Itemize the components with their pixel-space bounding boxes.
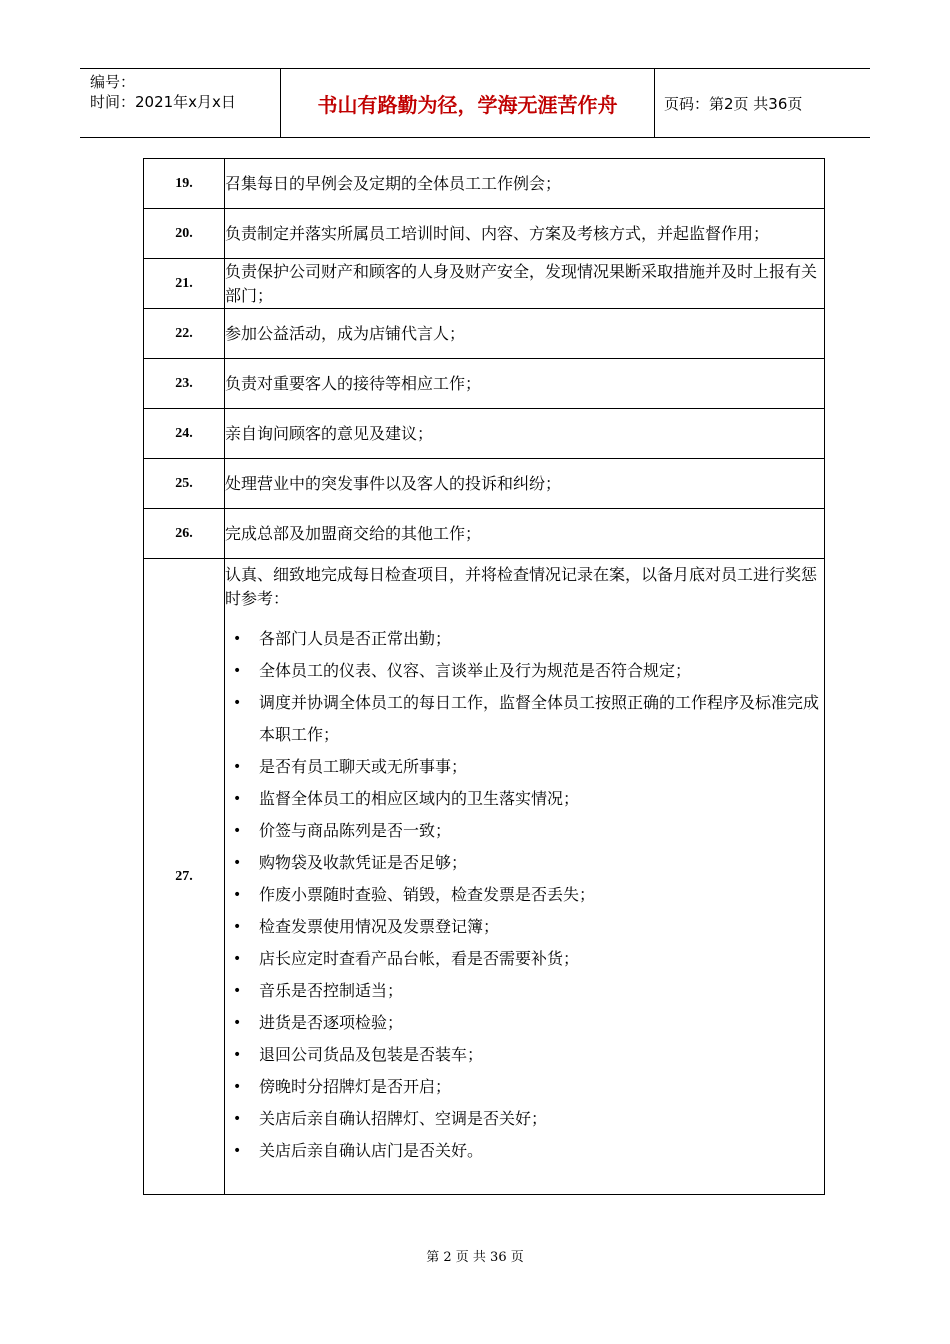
bullet-icon: • xyxy=(233,1143,242,1159)
bullet-icon: • xyxy=(233,663,242,679)
row-text: 亲自询问顾客的意见及建议； xyxy=(225,409,825,459)
checklist-item xyxy=(225,1135,824,1167)
table-row xyxy=(144,409,825,459)
checklist-item xyxy=(225,1071,824,1103)
checklist-item-text: 进货是否逐项检验； xyxy=(259,1013,404,1032)
bullet-icon: • xyxy=(233,951,242,967)
duties-table-body xyxy=(144,159,825,1195)
row-number: 27. xyxy=(144,559,225,1195)
checklist-item-text: 全体员工的仪表、仪容、言谈举止及行为规范是否符合规定； xyxy=(259,661,692,680)
header-page-info: 页码：第2页 共36页 xyxy=(664,94,803,113)
checklist-item xyxy=(225,975,824,1007)
bullet-icon: • xyxy=(233,1079,242,1095)
table-row xyxy=(144,209,825,259)
table-row xyxy=(144,159,825,209)
bullet-icon: • xyxy=(233,823,242,839)
row-text: 参加公益活动，成为店铺代言人； xyxy=(225,309,825,359)
bullet-icon: • xyxy=(233,631,242,647)
bullet-icon: • xyxy=(233,919,242,935)
bullet-icon: • xyxy=(233,1015,242,1031)
bullet-icon: • xyxy=(233,791,242,807)
row-text: 完成总部及加盟商交给的其他工作； xyxy=(225,509,825,559)
row-text: 负责对重要客人的接待等相应工作； xyxy=(225,359,825,409)
checklist-item xyxy=(225,943,824,975)
bullet-icon: • xyxy=(233,1111,242,1127)
row-text: 处理营业中的突发事件以及客人的投诉和纠纷； xyxy=(225,459,825,509)
table-row xyxy=(144,459,825,509)
page-footer: 第 2 页 共 36 页 xyxy=(426,1250,524,1265)
checklist-item xyxy=(225,751,824,783)
checklist-item-text: 关店后亲自确认招牌灯、空调是否关好； xyxy=(259,1109,548,1128)
bullet-icon: • xyxy=(233,1047,242,1063)
checklist-item-text: 各部门人员是否正常出勤； xyxy=(259,629,452,648)
table-row xyxy=(144,259,825,309)
table-row xyxy=(144,309,825,359)
table-row-checklist xyxy=(144,559,825,1195)
checklist-intro: 认真、细致地完成每日检查项目，并将检查情况记录在案，以备月底对员工进行奖惩时参考： xyxy=(225,565,818,608)
checklist-item-text: 购物袋及收款凭证是否足够； xyxy=(259,853,468,872)
header-info-cell xyxy=(80,69,281,137)
checklist-item xyxy=(225,783,824,815)
row-number: 25. xyxy=(144,459,225,509)
row-number: 20. xyxy=(144,209,225,259)
checklist-cell xyxy=(225,559,825,1195)
checklist-item xyxy=(225,911,824,943)
checklist-item xyxy=(225,1039,824,1071)
bullet-icon: • xyxy=(233,855,242,871)
checklist-item-text: 关店后亲自确认店门是否关好。 xyxy=(259,1141,484,1160)
row-text: 负责制定并落实所属员工培训时间、内容、方案及考核方式，并起监督作用； xyxy=(225,209,825,259)
row-text: 负责保护公司财产和顾客的人身及财产安全，发现情况果断采取措施并及时上报有关部门； xyxy=(225,259,825,309)
checklist-item xyxy=(225,815,824,847)
checklist-item-text: 店长应定时查看产品台帐，看是否需要补货； xyxy=(259,949,580,968)
row-number: 26. xyxy=(144,509,225,559)
row-number: 22. xyxy=(144,309,225,359)
duties-table xyxy=(143,158,825,1195)
checklist-item-text: 作废小票随时查验、销毁，检查发票是否丢失； xyxy=(259,885,596,904)
checklist-item-text: 傍晚时分招牌灯是否开启； xyxy=(259,1077,452,1096)
checklist xyxy=(225,623,824,1167)
checklist-item-text: 监督全体员工的相应区域内的卫生落实情况； xyxy=(259,789,580,808)
checklist-item-text: 检查发票使用情况及发票登记簿； xyxy=(259,917,500,936)
document-header xyxy=(80,68,870,138)
checklist-item-text: 退回公司货品及包装是否装车； xyxy=(259,1045,484,1064)
checklist-item-text: 调度并协调全体员工的每日工作，监督全体员工按照正确的工作程序及标准完成本职工作； xyxy=(259,693,820,744)
checklist-item xyxy=(225,1007,824,1039)
bullet-icon: • xyxy=(233,695,242,711)
header-motto: 书山有路勤为径，学海无涯苦作舟 xyxy=(281,69,655,137)
row-text: 召集每日的早例会及定期的全体员工工作例会； xyxy=(225,159,825,209)
row-number: 21. xyxy=(144,259,225,309)
table-row xyxy=(144,509,825,559)
checklist-item xyxy=(225,879,824,911)
checklist-item xyxy=(225,687,824,751)
checklist-item xyxy=(225,655,824,687)
checklist-item-text: 价签与商品陈列是否一致； xyxy=(259,821,452,840)
row-number: 23. xyxy=(144,359,225,409)
bullet-icon: • xyxy=(233,759,242,775)
table-row xyxy=(144,359,825,409)
row-number: 19. xyxy=(144,159,225,209)
row-number: 24. xyxy=(144,409,225,459)
checklist-item xyxy=(225,1103,824,1135)
bullet-icon: • xyxy=(233,983,242,999)
checklist-item xyxy=(225,847,824,879)
checklist-item-text: 音乐是否控制适当； xyxy=(259,981,404,1000)
date-line: 时间：2021年x月x日 xyxy=(90,93,236,111)
code-label: 编号： xyxy=(90,73,136,91)
checklist-item xyxy=(225,623,824,655)
checklist-item-text: 是否有员工聊天或无所事事； xyxy=(259,757,468,776)
bullet-icon: • xyxy=(233,887,242,903)
